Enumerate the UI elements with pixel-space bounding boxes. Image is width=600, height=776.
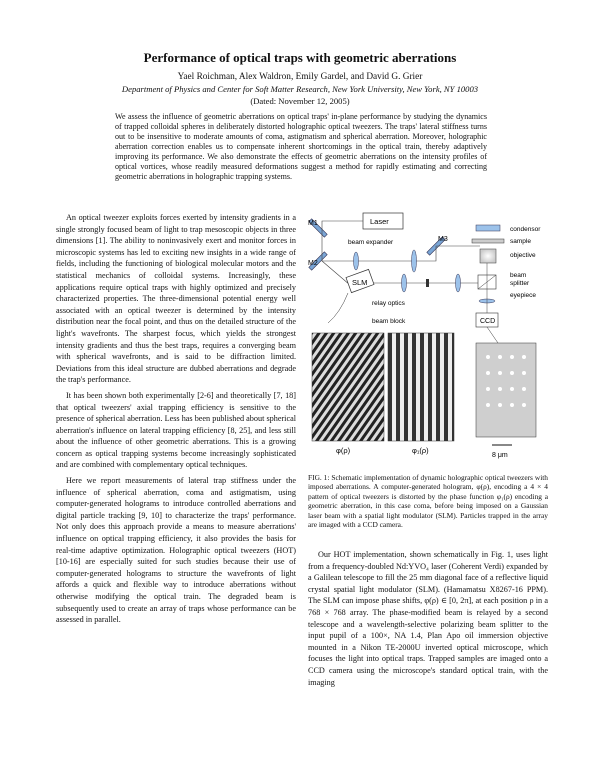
sample: [472, 239, 504, 243]
left-column: [56, 212, 296, 626]
label-beam-block: beam block: [372, 318, 406, 325]
author-list: Yael Roichman, Alex Waldron, Emily Gardel, and David G. Grier: [177, 72, 423, 82]
label-m3: M3: [438, 236, 448, 243]
label-laser: Laser: [370, 217, 389, 226]
paper-title: Performance of optical traps with geometric aberrations: [143, 50, 457, 65]
hologram-phi1: [388, 333, 454, 441]
date-line: (Dated: November 12, 2005): [250, 96, 350, 106]
paragraph: It has been shown both experimentally [2-6] and theoretically [7, 18] that optical tweezers' axial trapping efficiency is sensitive to the presence of spherical aberration. Less has been published about spherical aberration's influence on lateral trapping efficiency [8, 25], and less still about the influence of other geometric aberrations. This is a growing concern as optical trapping systems become increasingly sophisticated and are combined with complementary optical techniques.: [56, 390, 296, 470]
setup-schematic: [308, 205, 548, 465]
label-condensor: condensor: [510, 226, 541, 233]
lens: [412, 250, 417, 272]
label-relay-optics: relay optics: [372, 300, 405, 307]
beam-block: [426, 279, 429, 287]
label-beam-expander: beam expander: [348, 239, 394, 246]
svg-text:splitter: splitter: [510, 280, 530, 287]
lens: [402, 274, 407, 292]
label-sample: sample: [510, 238, 531, 245]
hologram-phi: [312, 333, 384, 441]
lens: [354, 252, 359, 270]
condensor: [476, 225, 500, 231]
lens: [456, 274, 461, 292]
right-column: [308, 549, 548, 688]
label-objective: objective: [510, 252, 536, 259]
abstract: We assess the influence of geometric aberrations on optical traps' in-plane performance by studying the dynamics of trapped colloidal spheres in deliberately distorted holographic optical tweezers. The traps' lateral stiffness turns out to be insensitive to moderate amounts of coma, astigmatism and spherical aberration. Moreover, holographic aberration correction enables us to compensate inherent shortcomings in the optical train, thereby adaptively improving its performance. We also demonstrate the effects of geometric aberrations on the intensity profiles of optical vortices, whose readily measured deformations suggest a method for rapidly estimating and correcting geometric aberrations in holographic trapping systems.: [115, 112, 487, 181]
label-beam-splitter: beam: [510, 272, 527, 279]
paragraph: Our HOT implementation, shown schematically in Fig. 1, uses light from a frequency-doubled Nd:YVO₄ laser (Coherent Verdi) expanded by a Galilean telescope to fill the 25 mm diagonal face of a reflective liquid crystal spatial light modulator (SLM). (Hamamatsu X8267-16 PPM). The SLM can impose phase shifts, φ(ρ) ∈ [0, 2π], at each position ρ in a 768 × 768 array. The phase-modified beam is relayed by a second telescope and a wavelength-selective polarizing beam splitter to the input pupil of a 100×, NA 1.4, Plan Apo oil immersion objective mounted in a Nikon TE-2000U inverted optical microscope, which focuses the light into optical traps. Trapped samples are imaged onto a CCD camera using the microscope's standard optical train, with the imaging: [308, 550, 548, 687]
label-phi: φ(ρ): [336, 446, 351, 455]
paragraph: Here we report measurements of lateral trap stiffness under the influence of spherical aberration, coma and astigmatism, using computer-generated holograms to introduce controlled aberrations and digital particle tracking [9, 10] to characterize the traps' performance. Not only does this approach provide a means to measure aberrations' influence on optical trapping efficiency, it also provides the basis for real-time adaptive optimization. Holographic optical tweezers (HOT) [10-16] are especially suited for such studies because their use of computer-generated holograms to structure the wavefronts of light affords a quick and flexible way to introduce aberrations without otherwise modifying the optical train. The degraded beam is subsequently used to create an array of traps whose performance can be assessed in parallel.: [56, 476, 296, 625]
label-m2: M2: [308, 260, 318, 267]
affiliation: Department of Physics and Center for Soft Matter Research, New York University, New York, NY 10003: [121, 84, 479, 94]
label-ccd: CCD: [480, 318, 496, 325]
objective: [480, 249, 496, 263]
label-scale: 8 μm: [492, 452, 508, 459]
figure-1: [308, 205, 548, 465]
label-m1: M1: [308, 220, 318, 227]
label-slm: SLM: [352, 278, 368, 287]
label-phi1: φ₁(ρ): [412, 446, 429, 455]
paragraph: An optical tweezer exploits forces exerted by intensity gradients in a single strongly focused beam of light to trap mesoscopic objects in three dimensions [1]. The ability to noninvasively exert and monitor forces in microscopic systems has led to exciting new insights in a wide range of fields, including the functioning of biological molecular motors and the statistical mechanics of colloidal systems. Increasingly, these applications require optical traps with highly optimized and precisely characterized properties. The three-dimensional potential energy well associated with an optical tweezer is determined by the intensity distribution near the focal point, and thus on the detailed structure of the light's wavefronts. The sharpest focus, which yields the strongest intensity gradients and thus the best traps, requires a converging beam with spherical wavefronts, and is said to be diffraction limited. Deviations from this ideal structure are dubbed aberrations and degrade the trap's performance.: [56, 213, 296, 385]
figure-caption: FIG. 1: Schematic implementation of dynamic holographic optical tweezers with imposed aberrations. A computer-generated hologram, φ(ρ), encoding a 4 × 4 pattern of optical tweezers is distorted by the phase function φ₁(ρ) encoding a geometric aberration, in this case coma, before being imposed on a Gaussian laser beam with a spatial light modulator (SLM). Particles trapped in the array are imaged with a CCD camera.: [308, 473, 548, 530]
label-eyepiece: eyepiece: [510, 292, 537, 299]
trap-array-image: [476, 343, 536, 437]
